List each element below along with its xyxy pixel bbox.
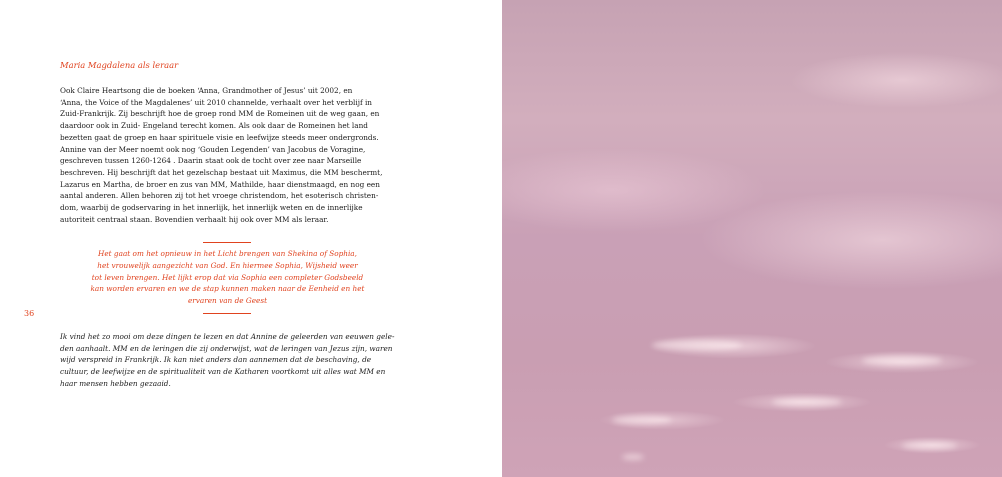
closing-line: Ik vind het zo mooi om deze dingen te lezen en dat Annine de geleerden van eeuwen gele-: [60, 332, 395, 341]
quote-divider-bottom: [203, 313, 251, 314]
pink-sky-photo: [502, 0, 1002, 477]
quote-line: kan worden ervaren en we de stap kunnen maken naar de Eenheid en het: [90, 284, 365, 294]
body-line: Zuid-Frankrijk. Zij beschrijft hoe de groep rond MM de Romeinen uit de weg gaan, en: [60, 109, 380, 119]
quote-divider-top: [203, 242, 251, 243]
body-line: Lazarus en Martha, de broer en zus van MM, Mathilde, haar dienstmaagd, en nog een: [60, 179, 380, 189]
sky-highlight: [862, 356, 942, 365]
sky-highlight: [612, 416, 672, 424]
body-line: Annine van der Meer noemt ook nog ‘Gouden Legenden’ van Jacobus de Voragine,: [60, 144, 366, 154]
body-line: autoriteit centraal staan. Bovendien verhaalt hij ook over MM als leraar.: [60, 214, 329, 224]
body-paragraph: [60, 85, 398, 225]
closing-line: wijd verspreid in Frankrijk. Ik kan niet anders dan aannemen dat de beschaving, de: [60, 355, 372, 365]
closing-line: den aanhaalt. MM en de leringen die zij onderwijst, wat de leringen van Jezus zijn, waren: [60, 343, 393, 353]
closing-line: cultuur, de leefwijze en de spiritualiteit van de Katharen voortkomt uit alles wat MM en: [60, 367, 386, 377]
closing-paragraph: [60, 331, 398, 390]
closing-line: haar mensen hebben gezaaid.: [60, 378, 171, 388]
sky-highlight: [902, 442, 957, 449]
body-line: Ook Claire Heartsong die de boeken ‘Anna, Grandmother of Jesus’ uit 2002, en: [60, 86, 353, 95]
sky-highlight: [652, 340, 742, 350]
body-line: geschreven tussen 1260-1264 . Daarin staat ook de tocht over zee naar Marseille: [60, 156, 362, 166]
body-line: aantal anderen. Allen behoren zij tot het vroege christendom, het esoterisch christen-: [60, 191, 379, 201]
quote-line: ervaren van de Geest: [187, 296, 268, 306]
quote-line: het vrouwelijk aangezicht van God. En hiermee Sophia, Wijsheid weer: [97, 260, 358, 270]
body-line: daardoor ook in Zuid- Engeland terecht komen. Als ook daar de Romeinen het land: [60, 121, 368, 131]
sky-highlight: [622, 454, 644, 460]
body-line: beschreven. Hij beschrijft dat het gezelschap bestaat uit Maximus, die MM beschermt,: [60, 167, 383, 177]
quote-line: tot leven brengen. Het lijkt erop dat via Sophia een completer Godsbeeld: [91, 272, 364, 282]
body-line: dom, waarbij de godservaring in het innerlijk, het innerlijk weten en de innerlijke: [60, 203, 363, 213]
sky-highlight: [772, 398, 842, 406]
body-line: ‘Anna, the Voice of the Magdalenes’ uit 2010 channelde, verhaalt over het verblijf in: [60, 97, 373, 107]
quote-line: Het gaat om het opnieuw in het Licht brengen van Shekina of Sophia,: [98, 249, 357, 258]
page-number: 36: [24, 309, 35, 318]
pull-quote: [60, 248, 395, 307]
body-line: bezetten gaat de groep en haar spirituele visie en leefwijze steeds meer ondergronds.: [60, 132, 379, 142]
section-title: Maria Magdalena als leraar: [60, 60, 179, 70]
